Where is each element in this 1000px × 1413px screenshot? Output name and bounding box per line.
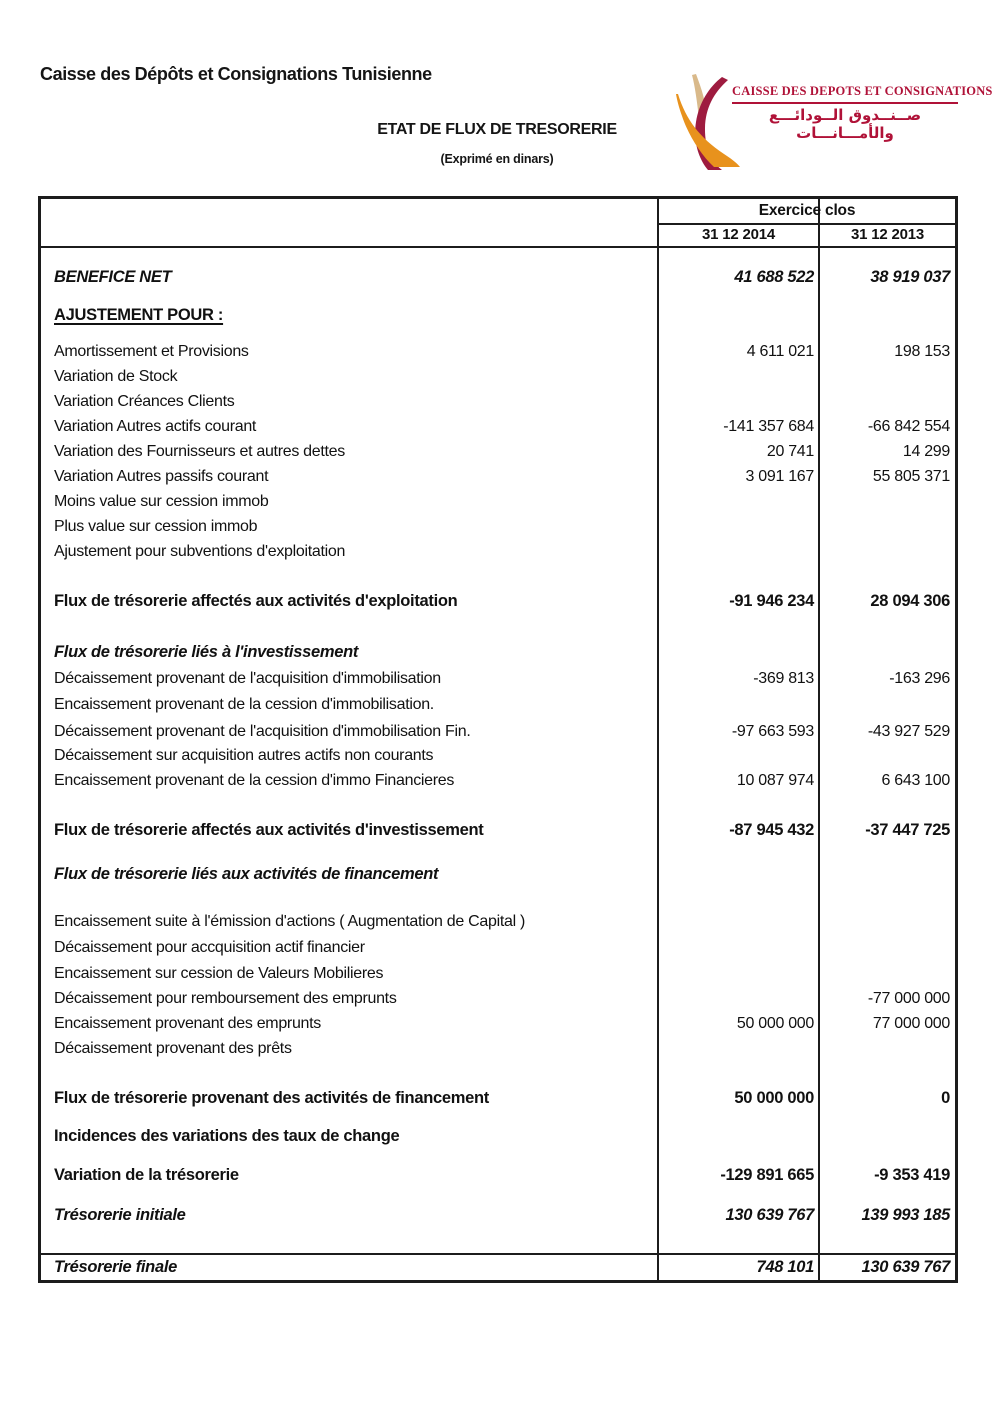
table-row: [41, 490, 955, 515]
value-2014: -97 663 593: [731, 723, 814, 740]
row-label: Encaissement suite à l'émission d'actions ( Augmentation de Capital ): [54, 913, 525, 930]
value-2013: 55 805 371: [872, 468, 950, 485]
logo-rule: [732, 102, 958, 104]
table-row: [41, 666, 955, 692]
value-2013: [820, 561, 955, 565]
header-exercice-clos: Exercice clos: [758, 202, 856, 219]
value-2014: [659, 411, 818, 415]
value-2014: [659, 561, 818, 565]
table-row: [41, 1062, 955, 1112]
table-row: [41, 329, 955, 365]
row-label: Décaissement pour accquisition actif financier: [54, 939, 365, 956]
row-label: Trésorerie initiale: [54, 1206, 186, 1224]
table-row: [41, 248, 955, 291]
value-2014: 10 087 974: [736, 772, 814, 789]
table-row: [41, 1012, 955, 1037]
table-row: [41, 465, 955, 490]
value-2014: -87 945 432: [729, 821, 814, 839]
value-2013: 130 639 767: [861, 1258, 950, 1276]
value-2013: [820, 1058, 955, 1062]
table-row: [41, 515, 955, 540]
value-2014: 130 639 767: [725, 1206, 814, 1224]
row-label: Amortissement et Provisions: [54, 343, 249, 360]
value-2014: [659, 983, 818, 987]
value-2014: [659, 662, 818, 666]
header-col-2014: 31 12 2014: [701, 226, 776, 243]
table-footer-row: [41, 1255, 955, 1280]
logo-name-ar: صــنــدوق الــودائـــع والأمـــانـــات: [768, 106, 922, 142]
value-2014: 3 091 167: [745, 468, 814, 485]
value-2013: -77 000 000: [867, 990, 950, 1007]
value-2014: -129 891 665: [720, 1166, 814, 1184]
table-row: [41, 540, 955, 565]
table-row: [41, 390, 955, 415]
value-2014: 748 101: [756, 1258, 814, 1276]
row-label: Variation de Stock: [54, 368, 178, 385]
value-2013: 14 299: [902, 443, 950, 460]
row-label: Flux de trésorerie affectés aux activités d'exploitation: [54, 592, 458, 610]
value-2013: 77 000 000: [872, 1015, 950, 1032]
row-label: Flux de trésorerie provenant des activités de financement: [54, 1089, 489, 1107]
value-2014: [659, 884, 818, 888]
value-2014: -91 946 234: [729, 592, 814, 610]
table-row: [41, 769, 955, 794]
row-label: Encaissement provenant de la cession d'immo Financieres: [54, 772, 455, 789]
table-row: [41, 935, 955, 961]
table-row: [41, 440, 955, 465]
row-label: Flux de trésorerie liés à l'investissement: [54, 643, 359, 661]
value-2014: [659, 386, 818, 390]
row-label: Plus value sur cession immob: [54, 518, 258, 535]
value-2014: [659, 957, 818, 961]
header-col-2013: 31 12 2013: [850, 226, 925, 243]
value-2013: -163 296: [889, 670, 950, 687]
value-2013: 38 919 037: [870, 268, 950, 286]
value-2013: 28 094 306: [870, 592, 950, 610]
table-row: [41, 615, 955, 666]
row-label: Décaissement pour remboursement des emprunts: [54, 990, 397, 1007]
value-2013: [820, 411, 955, 415]
value-2013: 198 153: [894, 343, 950, 360]
value-2013: -9 353 419: [874, 1166, 950, 1184]
row-label: Incidences des variations des taux de change: [54, 1127, 400, 1145]
row-label: Décaissement provenant des prêts: [54, 1040, 292, 1057]
table-row: [41, 291, 955, 329]
row-label: Flux de trésorerie liés aux activités de financement: [54, 865, 439, 883]
table-row: [41, 1037, 955, 1062]
row-label: Décaissement sur acquisition autres actifs non courants: [54, 747, 434, 764]
value-2013: 139 993 185: [861, 1206, 950, 1224]
row-label: BENEFICE NET: [54, 268, 172, 286]
value-2013: -66 842 554: [867, 418, 950, 435]
value-2013: [820, 386, 955, 390]
row-label: Variation Créances Clients: [54, 393, 235, 410]
row-label: Variation Autres actifs courant: [54, 418, 257, 435]
table-row: [41, 794, 955, 844]
value-2013: [820, 1146, 955, 1150]
table-row: [41, 365, 955, 390]
value-2014: [659, 536, 818, 540]
row-label: AJUSTEMENT POUR :: [54, 306, 224, 324]
value-2014: [659, 714, 818, 718]
row-label: Moins value sur cession immob: [54, 493, 269, 510]
row-label: Encaissement provenant de la cession d'immobilisation.: [54, 696, 434, 713]
company-name: Caisse des Dépôts et Consignations Tunisienne: [40, 64, 432, 84]
value-2014: [659, 1058, 818, 1062]
value-2014: 20 741: [766, 443, 814, 460]
table-row: [41, 745, 955, 769]
table-row: [41, 1112, 955, 1150]
value-2013: [820, 536, 955, 540]
row-label: Variation de la trésorerie: [54, 1166, 239, 1184]
table-body: [41, 248, 955, 1229]
value-2013: [820, 957, 955, 961]
value-2014: [659, 511, 818, 515]
value-2014: 41 688 522: [734, 268, 814, 286]
value-2014: [659, 931, 818, 935]
table-row: [41, 987, 955, 1012]
row-label: Encaissement sur cession de Valeurs Mobilieres: [54, 965, 384, 982]
value-2013: -37 447 725: [865, 821, 950, 839]
table-row: [41, 565, 955, 615]
row-label: Flux de trésorerie affectés aux activités d'investissement: [54, 821, 484, 839]
value-2014: 4 611 021: [746, 343, 814, 360]
value-2014: [659, 765, 818, 769]
value-2014: [659, 1008, 818, 1012]
value-2013: 6 643 100: [881, 772, 950, 789]
logo-name-fr: CAISSE DES DEPOTS ET CONSIGNATIONS: [732, 84, 993, 98]
row-label: Ajustement pour subventions d'exploitation: [54, 543, 346, 560]
value-2013: [820, 765, 955, 769]
value-2013: [820, 983, 955, 987]
value-2013: [820, 714, 955, 718]
value-2014: 50 000 000: [736, 1015, 814, 1032]
row-label: Trésorerie finale: [54, 1258, 177, 1276]
value-2014: 50 000 000: [734, 1089, 814, 1107]
table-row: [41, 1150, 955, 1189]
table-row: [41, 1189, 955, 1229]
value-2014: -141 357 684: [723, 418, 814, 435]
value-2013: [820, 662, 955, 666]
value-2014: [659, 325, 818, 329]
table-row: [41, 888, 955, 935]
value-2013: [820, 325, 955, 329]
value-2013: -43 927 529: [867, 723, 950, 740]
value-2013: [820, 931, 955, 935]
cashflow-table: [38, 196, 958, 1283]
table-row: [41, 718, 955, 745]
table-row: [41, 844, 955, 888]
table-row: [41, 692, 955, 718]
value-2013: 0: [941, 1089, 950, 1107]
row-label: Variation Autres passifs courant: [54, 468, 269, 485]
value-2014: [659, 1146, 818, 1150]
row-label: Décaissement provenant de l'acquisition d'immobilisation: [54, 670, 441, 687]
value-2014: -369 813: [753, 670, 814, 687]
row-label: Encaissement provenant des emprunts: [54, 1015, 321, 1032]
row-label: Variation des Fournisseurs et autres dettes: [54, 443, 345, 460]
table-row: [41, 961, 955, 987]
value-2013: [820, 884, 955, 888]
value-2013: [820, 511, 955, 515]
document-subtitle: (Exprimé en dinars): [440, 152, 554, 166]
table-row: [41, 415, 955, 440]
row-label: Décaissement provenant de l'acquisition d'immobilisation Fin.: [54, 723, 471, 740]
document-title: ETAT DE FLUX DE TRESORERIE: [377, 121, 617, 138]
